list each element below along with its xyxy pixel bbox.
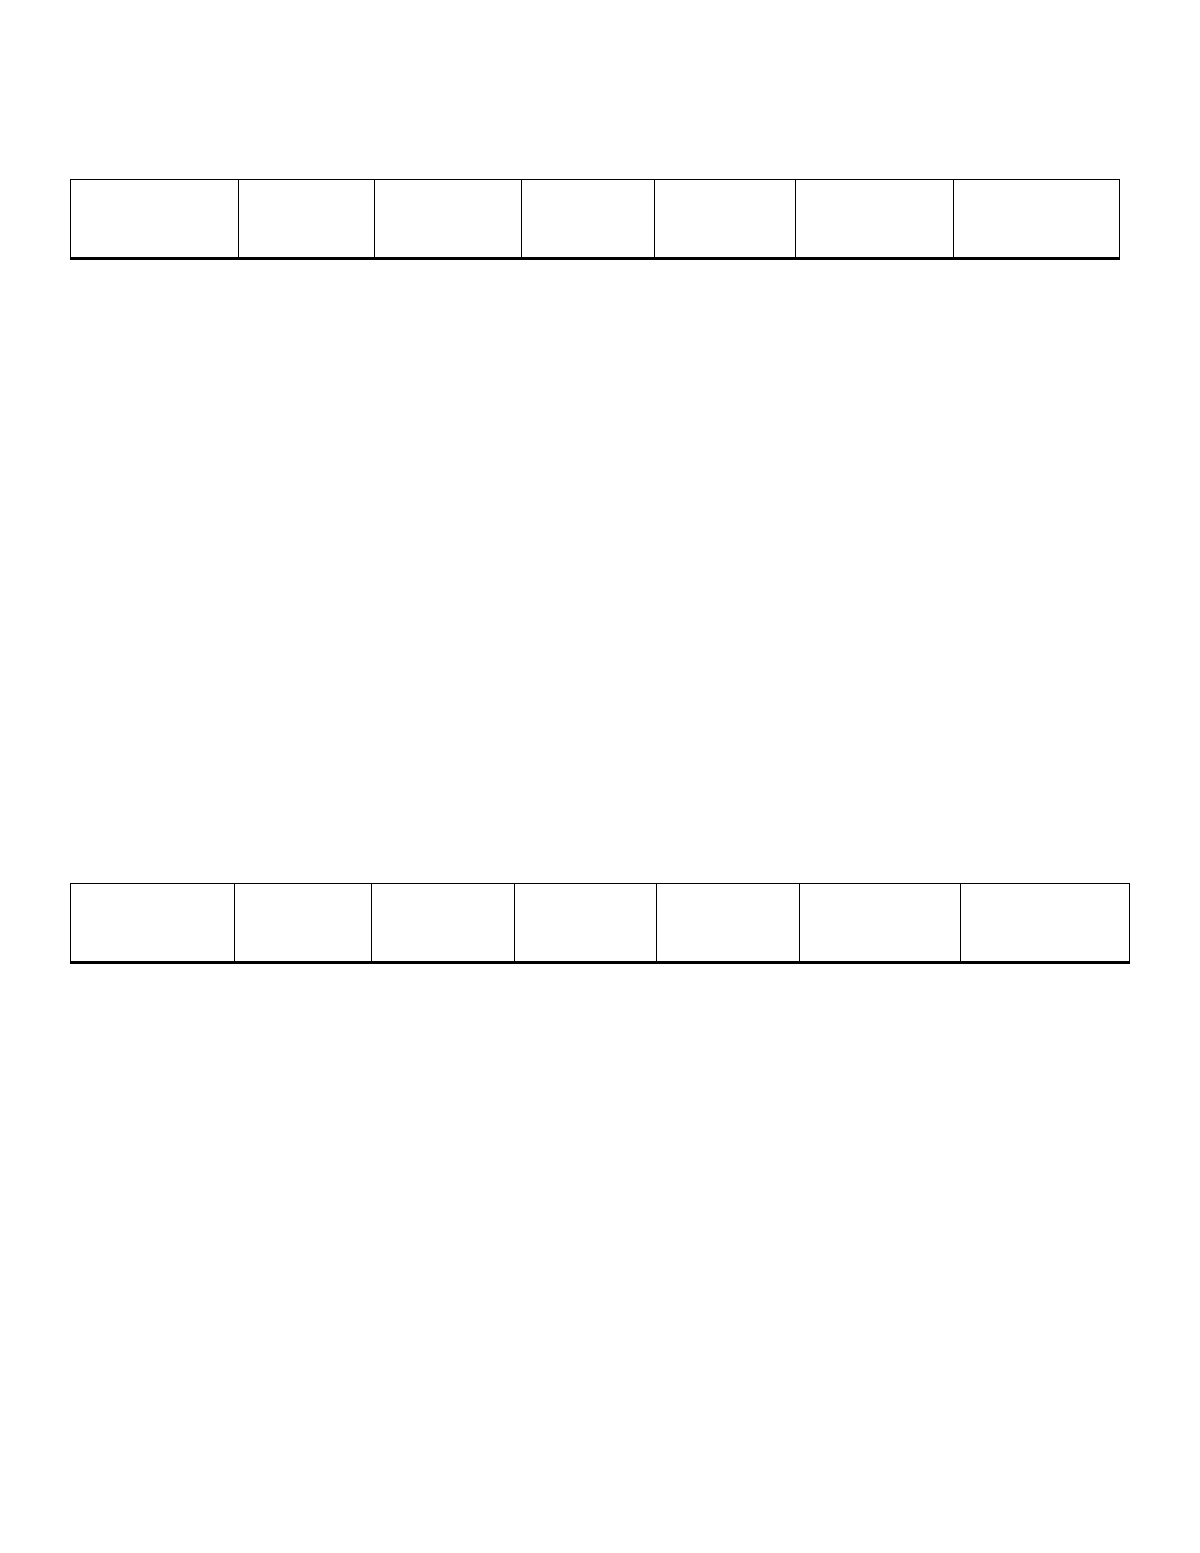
- elements-table: [70, 179, 1120, 260]
- header-electrons: [961, 884, 1130, 963]
- header-element: [71, 180, 239, 259]
- header-neutrons: [800, 884, 961, 963]
- header-symbol: [239, 180, 375, 259]
- header-row: [71, 884, 1130, 963]
- header-protons: [657, 884, 800, 963]
- header-atomic-number: [375, 180, 522, 259]
- header-ion: [71, 884, 235, 963]
- header-protons: [655, 180, 796, 259]
- ions-table: [70, 883, 1130, 964]
- header-row: [71, 180, 1120, 259]
- header-mass-number: [515, 884, 657, 963]
- header-neutrons: [796, 180, 954, 259]
- header-symbol: [235, 884, 372, 963]
- header-atomic-number: [372, 884, 515, 963]
- header-electrons: [954, 180, 1120, 259]
- header-mass-number: [522, 180, 655, 259]
